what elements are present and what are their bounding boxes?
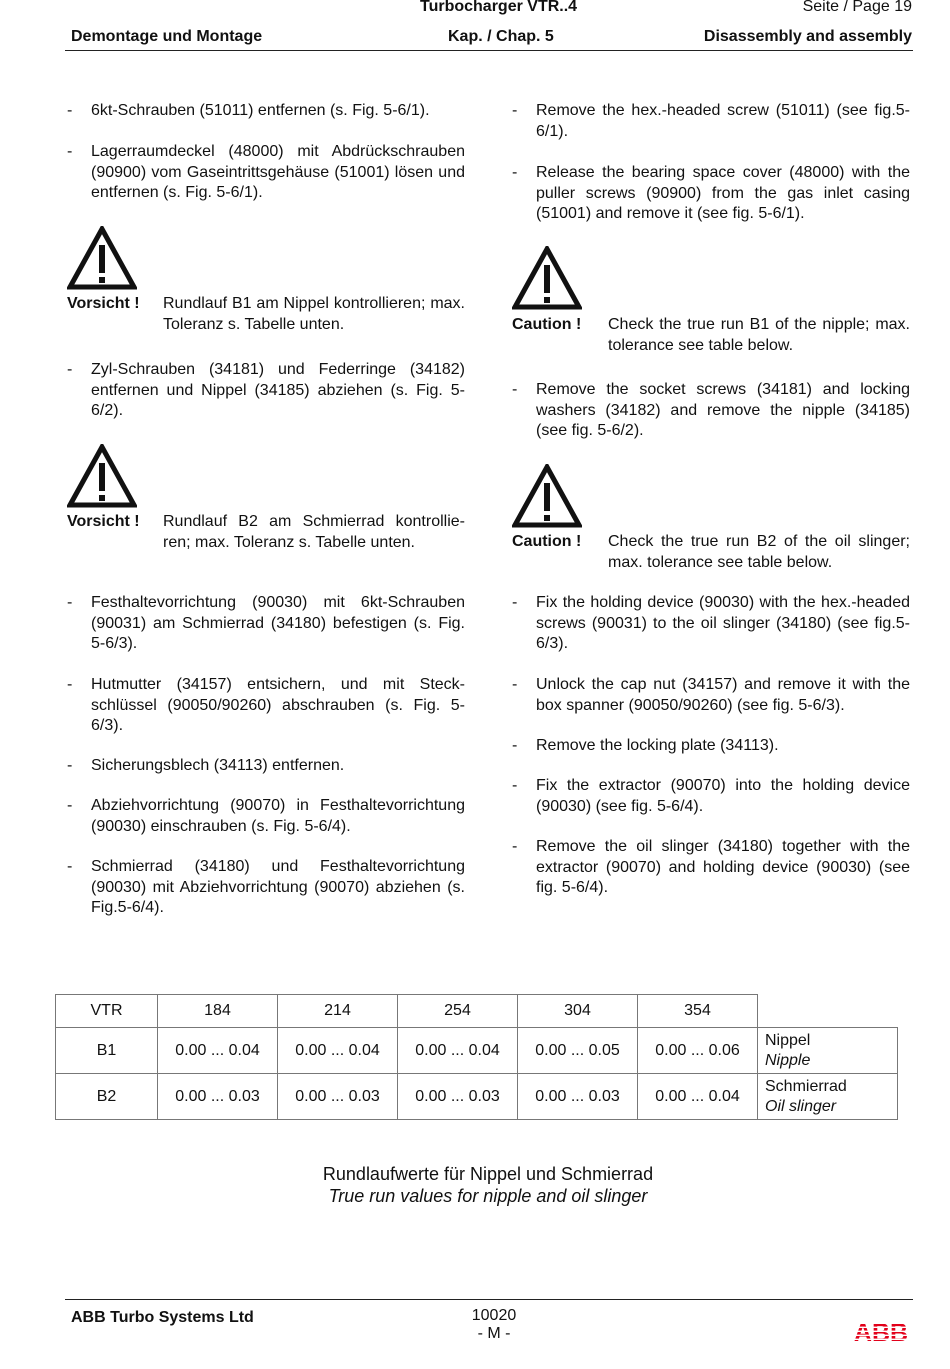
table-header-cell: 184: [158, 995, 278, 1028]
part-name-en: Nipple: [765, 1051, 811, 1069]
table-cell: 0.00 ... 0.03: [158, 1074, 278, 1120]
doc-number: 10020: [471, 1307, 517, 1324]
list-item: - Remove the socket screws (34181) and locking washers (34182) and remove the nipple (34185) (see fig. 5-6/2).: [512, 381, 910, 439]
list-item: - 6kt-Schrauben (51011) entfernen (s. Fig. 5-6/1).: [67, 102, 430, 119]
section-title-en: Disassembly and assembly: [703, 28, 912, 45]
page-number: Seite / Page 19: [802, 0, 912, 15]
table-row-label: B1: [56, 1028, 158, 1074]
list-item: - Remove the hex.-headed screw (51011) (see fig.5-6/1).: [512, 102, 910, 140]
caption-en: True run values for nipple and oil slinger: [328, 1186, 648, 1206]
table-header-cell: VTR: [56, 995, 158, 1028]
list-item: - Release the bearing space cover (48000) with the puller screws (90900) from the gas inlet casing (51001) and remove it (see fig. 5-6/1).: [512, 164, 910, 222]
caution-note-b2-de: [67, 512, 465, 553]
table-cell: 0.00 ... 0.04: [158, 1028, 278, 1074]
table-cell: 0.00 ... 0.04: [638, 1074, 758, 1120]
list-item: - Lagerraumdeckel (48000) mit Abdrückschrauben (90900) vom Gaseintrittsgehäuse (51001) lösen und entfernen (s. Fig. 5-6/1).: [67, 143, 465, 201]
table-cell: 0.00 ... 0.03: [398, 1074, 518, 1120]
table-cell: 0.00 ... 0.06: [638, 1028, 758, 1074]
caution-label: Vorsicht !: [67, 513, 140, 530]
list-item: - Schmierrad (34180) und Festhaltevorrichtung (90030) mit Abziehvorrichtung (90070) abziehen (s. Fig.5-6/4).: [67, 858, 465, 916]
table-cell: 0.00 ... 0.03: [278, 1074, 398, 1120]
table-header-cell: 214: [278, 995, 398, 1028]
section-title-de: Demontage und Montage: [71, 28, 263, 45]
list-item: - Fix the holding device (90030) with the hex.-headed screws (90031) to the oil slinger (34180) (see fig.5-6/3).: [512, 594, 910, 652]
table-part-name: [758, 1074, 898, 1120]
table-header-cell: 254: [398, 995, 518, 1028]
list-item: - Festhaltevorrichtung (90030) mit 6kt-Schrauben (90031) am Schmierrad (34180) befestigen (s. Fig. 5-6/3).: [67, 594, 465, 652]
table-header-row: [56, 995, 898, 1028]
part-name-de: Nippel: [765, 1031, 811, 1049]
list-item: - Unlock the cap nut (34157) and remove it with the box spanner (90050/90260) (see fig. 5-6/3).: [512, 676, 910, 714]
caution-text: Rundlauf B1 am Nippel kontrollieren; max. Toleranz s. Tabelle unten.: [163, 295, 465, 333]
list-item: - Zyl-Schrauben (34181) und Federringe (34182) entfernen und Nippel (34185) abziehen (s. Fig. 5-6/2).: [67, 361, 465, 419]
abb-logo-text: ABB: [853, 1320, 909, 1344]
caution-label: Caution !: [512, 533, 582, 550]
part-name-de: Schmierrad: [765, 1077, 847, 1095]
part-name-en: Oil slinger: [765, 1097, 837, 1115]
table-part-name: [758, 1028, 898, 1074]
warning-triangle-icon: [67, 226, 137, 290]
table-row-label: B2: [56, 1074, 158, 1120]
caution-text: Check the true run B1 of the nipple; max. tolerance see table below.: [608, 316, 910, 354]
table-cell: 0.00 ... 0.05: [518, 1028, 638, 1074]
warning-triangle-icon: [512, 246, 582, 310]
company-name: ABB Turbo Systems Ltd: [71, 1309, 254, 1326]
caption-de: Rundlaufwerte für Nippel und Schmierrad: [322, 1164, 654, 1184]
revision-label: - M -: [477, 1325, 511, 1342]
list-item: - Abziehvorrichtung (90070) in Festhaltevorrichtung (90030) einschrauben (s. Fig. 5-6/4).: [67, 797, 465, 835]
list-item: - Sicherungsblech (34113) entfernen.: [67, 757, 345, 774]
caution-text: Check the true run B2 of the oil slinger; max. tolerance see table below.: [608, 533, 910, 571]
footer-rule: [65, 1299, 913, 1300]
table-caption: [0, 1163, 950, 1207]
warning-triangle-icon: [512, 464, 582, 528]
abb-logo: [851, 1320, 911, 1344]
table-cell: 0.00 ... 0.03: [518, 1074, 638, 1120]
table-row: [56, 1074, 898, 1120]
list-item: - Remove the oil slinger (34180) together with the extractor (90070) and holding device (90030) (see fig. 5-6/4).: [512, 838, 910, 896]
table-empty-cell: [758, 995, 898, 1028]
caution-text: Rundlauf B2 am Schmierrad kontrollie-ren; max. Toleranz s. Tabelle unten.: [163, 513, 465, 551]
warning-triangle-icon: [67, 444, 137, 508]
caution-label: Vorsicht !: [67, 295, 140, 312]
caution-note-b1-en: [512, 315, 910, 356]
table-cell: 0.00 ... 0.04: [278, 1028, 398, 1074]
table-header-cell: 304: [518, 995, 638, 1028]
true-run-tolerance-table: [55, 994, 898, 1120]
list-item: - Fix the extractor (90070) into the holding device (90030) (see fig. 5-6/4).: [512, 777, 910, 815]
table-row: [56, 1028, 898, 1074]
list-item: - Remove the locking plate (34113).: [512, 737, 779, 754]
caution-note-b1-de: [67, 294, 465, 335]
document-title: Turbocharger VTR..4: [420, 0, 578, 15]
list-item: - Hutmutter (34157) entsichern, und mit Steck-schlüssel (90050/90260) abschrauben (s. Fig. 5-6/3).: [67, 676, 465, 734]
table-cell: 0.00 ... 0.04: [398, 1028, 518, 1074]
document-number: [440, 1307, 548, 1343]
chapter-label: Kap. / Chap. 5: [448, 28, 554, 45]
table-header-cell: 354: [638, 995, 758, 1028]
caution-label: Caution !: [512, 316, 582, 333]
caution-note-b2-en: [512, 532, 910, 573]
header-rule: [65, 50, 913, 51]
